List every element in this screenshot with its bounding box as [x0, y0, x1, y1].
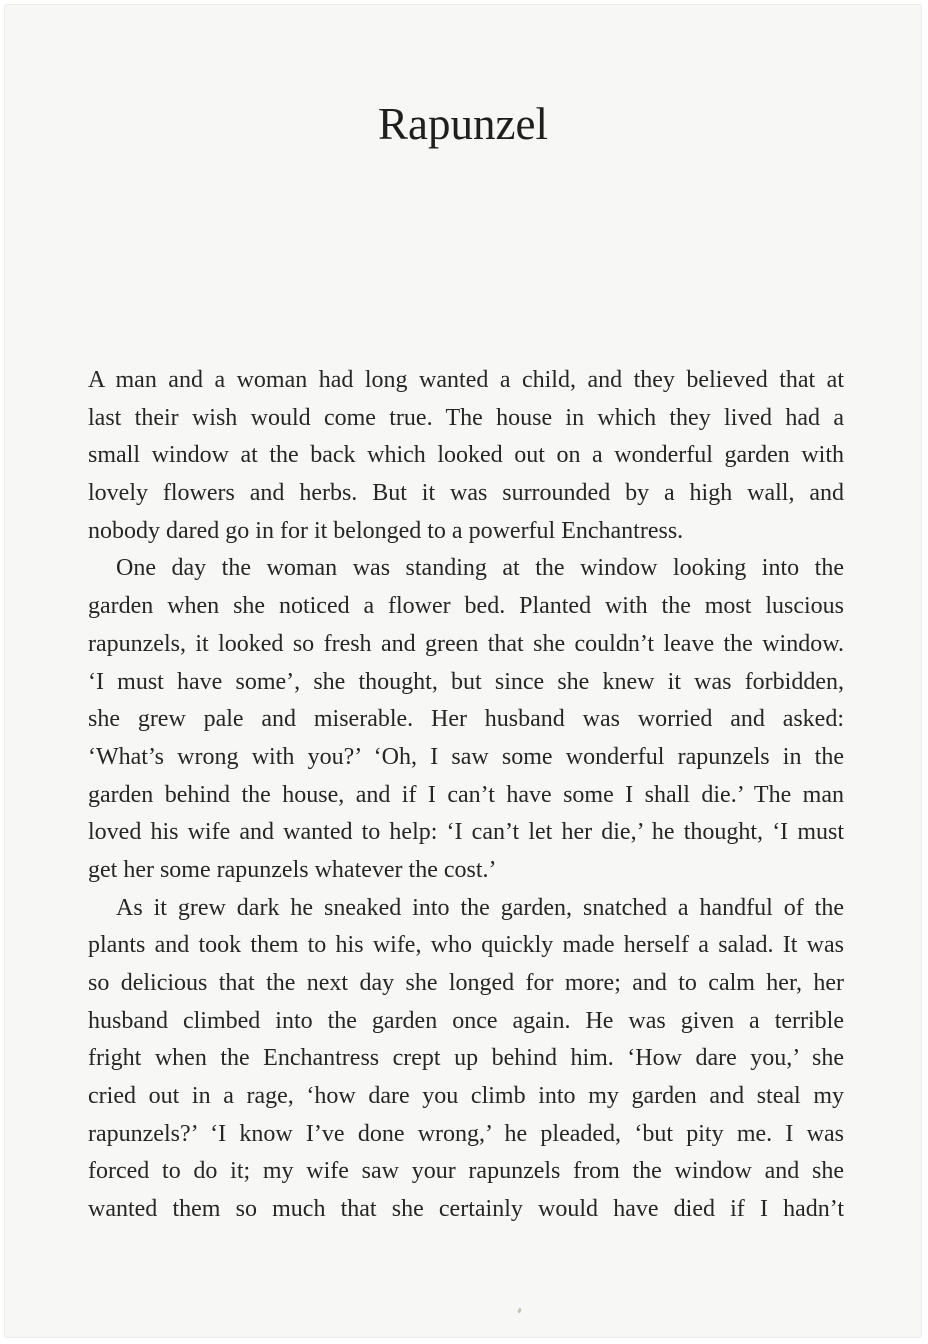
text-line: she grew pale and miserable. Her husband was worried and asked: — [88, 706, 844, 733]
text-line: ‘I must have some’, she thought, but since she knew it was forbidden, — [88, 668, 844, 695]
text-line: garden when she noticed a flower bed. Planted with the most luscious — [88, 593, 844, 620]
story-text — [88, 362, 844, 1229]
text-line: husband climbed into the garden once again. He was given a terrible — [88, 1007, 844, 1034]
text-line: As it grew dark he sneaked into the garden, snatched a handful of the — [116, 894, 844, 921]
page-title: Rapunzel — [378, 99, 548, 149]
text-line: A man and a woman had long wanted a child, and they believed that at — [88, 367, 844, 393]
text-line: garden behind the house, and if I can’t have some I shall die.’ The man — [88, 781, 844, 808]
text-line: small window at the back which looked out on a wonderful garden with — [88, 442, 844, 469]
text-line: plants and took them to his wife, who quickly made herself a salad. It was — [88, 932, 844, 959]
text-line: last their wish would come true. The house in which they lived had a — [88, 404, 844, 431]
text-line: forced to do it; my wife saw your rapunzels from the window and she — [88, 1158, 844, 1185]
book-page — [4, 4, 922, 1338]
text-line: ‘What’s wrong with you?’ ‘Oh, I saw some wonderful rapunzels in the — [88, 743, 844, 770]
text-line: loved his wife and wanted to help: ‘I can’t let her die,’ he thought, ‘I must — [88, 819, 844, 846]
paper-speck — [517, 1308, 522, 1314]
text-line: wanted them so much that she certainly would have died if I hadn’t — [88, 1196, 844, 1223]
text-line: lovely flowers and herbs. But it was surrounded by a high wall, and — [88, 480, 844, 507]
text-line: cried out in a rage, ‘how dare you climb into my garden and steal my — [88, 1083, 844, 1110]
text-line: One day the woman was standing at the window looking into the — [116, 555, 844, 582]
text-line: so delicious that the next day she longed for more; and to calm her, her — [88, 970, 844, 996]
text-line: fright when the Enchantress crept up behind him. ‘How dare you,’ she — [88, 1045, 844, 1072]
text-line: rapunzels, it looked so fresh and green that she couldn’t leave the window. — [88, 630, 844, 657]
text-line: get her some rapunzels whatever the cost.’ — [88, 856, 497, 883]
text-line: rapunzels?’ ‘I know I’ve done wrong,’ he pleaded, ‘but pity me. I was — [88, 1120, 844, 1147]
text-line: nobody dared go in for it belonged to a powerful Enchantress. — [88, 517, 684, 544]
